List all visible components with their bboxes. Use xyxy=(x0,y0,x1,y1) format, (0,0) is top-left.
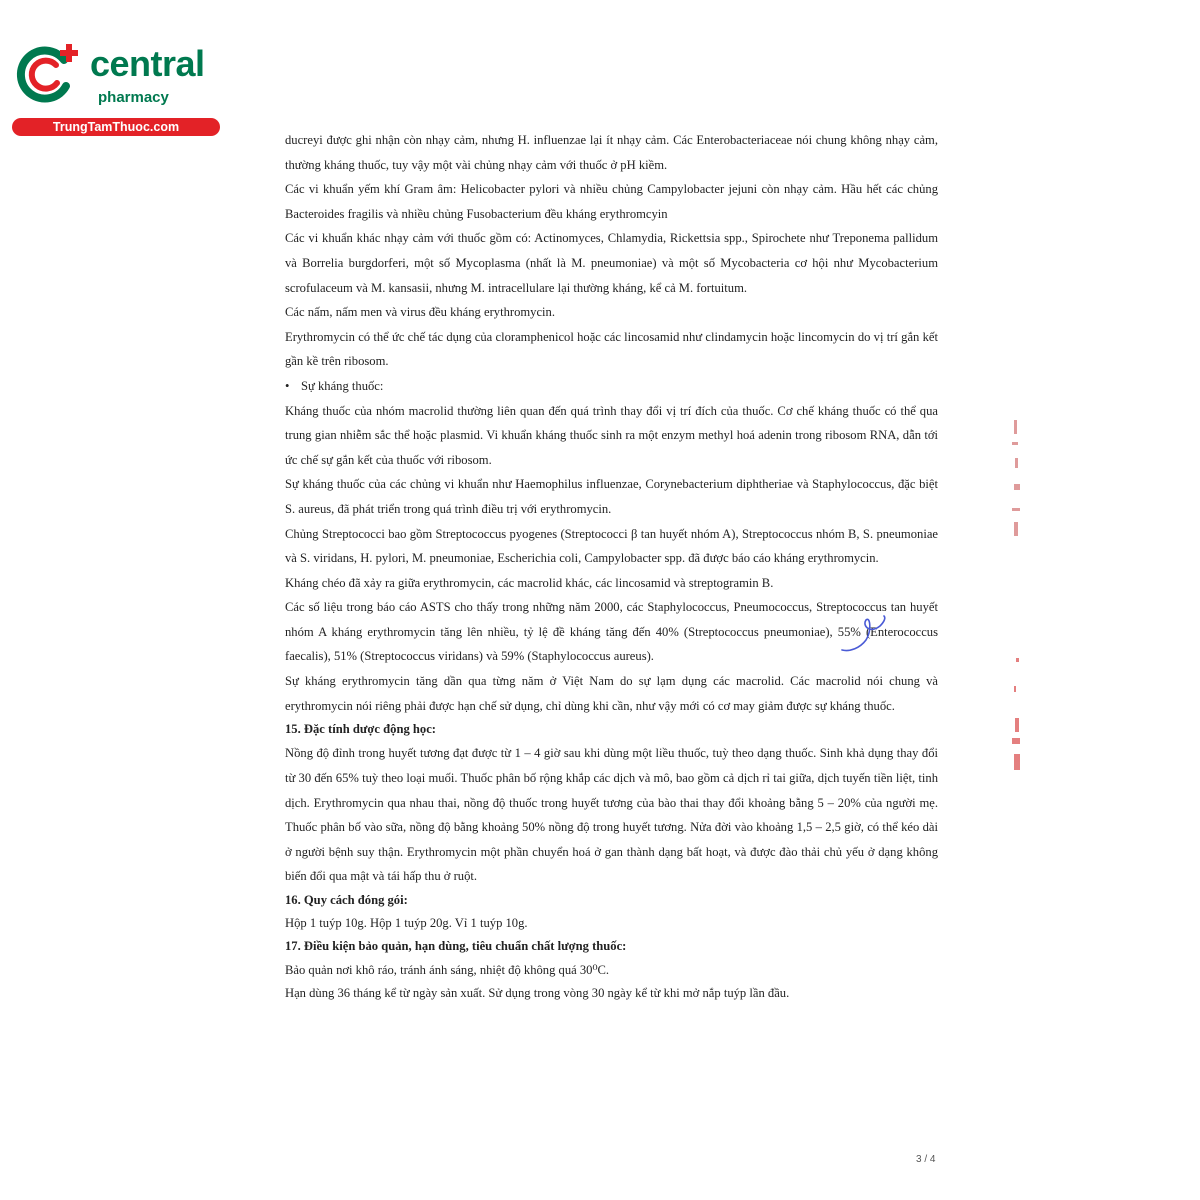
paragraph-anaerobes: Các vi khuẩn yếm khí Gram âm: Helicobacter pylori và nhiều chủng Campylobacter jejuni còn nhạy cảm. Hầu hết các chủng Bacteroides fragilis và nhiều chủng Fusobacterium đều kháng erythromcyin xyxy=(285,182,938,221)
brand-logo xyxy=(10,38,220,138)
brand-name: central xyxy=(90,43,205,84)
paragraph-resistant-strains: Sự kháng thuốc của các chủng vi khuẩn như Haemophilus influenzae, Corynebacterium diphtheriae và Staphylococcus, đặc biệt S. aureus, đã phát triển trong quá trình điều trị với erythromycin. xyxy=(285,477,938,516)
paragraph-ducreyi: ducreyi được ghi nhận còn nhạy cảm, nhưng H. influenzae lại ít nhạy cảm. Các Enterobacteriaceae nói chung không nhạy cảm, thường kháng thuốc, tuy vậy một vài chủng nhạy cảm với thuốc ở pH kiềm. xyxy=(285,133,938,172)
brand-url-badge[interactable]: TrungTamThuoc.com xyxy=(12,118,220,136)
document-body xyxy=(285,128,938,1005)
paragraph-storage: Bảo quản nơi khô ráo, tránh ánh sáng, nhiệt độ không quá 30⁰C. xyxy=(285,962,610,977)
paragraph-shelf-life: Hạn dùng 36 tháng kể từ ngày sản xuất. Sử dụng trong vòng 30 ngày kể từ khi mở nắp tuýp lần đầu. xyxy=(285,985,790,1000)
paragraph-fungi: Các nấm, nấm men và virus đều kháng erythromycin. xyxy=(285,305,555,320)
paragraph-packaging: Hộp 1 tuýp 10g. Hộp 1 tuýp 20g. Vỉ 1 tuýp 10g. xyxy=(285,916,528,931)
paragraph-resistance-mechanism: Kháng thuốc của nhóm macrolid thường liên quan đến quá trình thay đổi vị trí đích của thuốc. Cơ chế kháng thuốc có thể qua trung gian nhiễm sắc thể hoặc plasmid. Vi khuẩn kháng thuốc sinh ra một enzym methyl hoá adenin trong ribosom RNA, dẫn tới ức chế sự gắn kết của thuốc với ribosom. xyxy=(285,403,938,467)
paragraph-asts-data: Các số liệu trong báo cáo ASTS cho thấy trong những năm 2000, các Staphylococcus, Pneumococcus, Streptococcus tan huyết nhóm A kháng erythromycin tăng lên nhiều, tỷ lệ đề kháng tăng đến 40% (Streptococcus pneumoniae), 55% (Enterococcus faecalis), 51% (Streptococcus viridans) và 59% (Staphylococcus aureus). xyxy=(285,600,938,664)
handwritten-signature-mark xyxy=(836,612,892,658)
paragraph-cross-resistance: Kháng chéo đã xảy ra giữa erythromycin, các macrolid khác, các lincosamid và streptogramin B. xyxy=(285,575,774,590)
brand-subtitle: pharmacy xyxy=(98,89,169,106)
paragraph-other-bacteria: Các vi khuẩn khác nhạy cảm với thuốc gồm có: Actinomyces, Chlamydia, Rickettsia spp., Spirochete như Treponema pallidum và Borrelia burgdorferi, một số Mycoplasma (nhất là M. pneumoniae) và một số Mycobacteria cơ hội như Mycobacterium scrofulaceum và M. kansasii, nhưng M. intracellulare lại thường kháng, kể cả M. fortuitum. xyxy=(285,231,938,295)
page-number: 3 / 4 xyxy=(916,1154,936,1165)
side-stamp-marks xyxy=(1002,418,1032,778)
paragraph-pharmacokinetics: Nồng độ đỉnh trong huyết tương đạt được từ 1 – 4 giờ sau khi dùng một liều thuốc, tuỳ theo dạng thuốc. Sinh khả dụng thay đổi từ 30 đến 65% tuỳ theo loại muối. Thuốc phân bố rộng khắp các dịch và mô, bao gồm cả dịch rỉ tai giữa, dịch tuyến tiền liệt, tinh dịch. Erythromycin qua nhau thai, nồng độ thuốc trong huyết tương của bào thai thay đổi khoảng bằng 5 – 20% của người mẹ. Thuốc phân bố vào sữa, nồng độ bằng khoảng 50% nồng độ trong huyết tương. Nửa đời vào khoảng 1,5 – 2,5 giờ, có thể kéo dài ở người bệnh suy thận. Erythromycin một phần chuyển hoá ở gan thành dạng bất hoạt, và được đào thải chủ yếu ở dạng không biến đổi qua mật và tái hấp thu ở ruột. xyxy=(285,746,938,884)
paragraph-vietnam-resistance: Sự kháng erythromycin tăng dần qua từng năm ở Việt Nam do sự lạm dụng các macrolid. Các macrolid nói chung và erythromycin nói riêng phải được hạn chế sử dụng, chỉ dùng khi cần, như vậy mới có cơ may giảm được sự kháng thuốc. xyxy=(285,674,938,713)
heading-packaging: 16. Quy cách đóng gói: xyxy=(285,893,408,908)
paragraph-streptococci: Chủng Streptococci bao gồm Streptococcus pyogenes (Streptococci β tan huyết nhóm A), Streptococcus nhóm B, S. pneumoniae và S. viridans, H. pylori, M. pneumoniae, Escherichia coli, Campylobacter spp. đã được báo cáo kháng erythromycin. xyxy=(285,526,938,566)
paragraph-interactions: Erythromycin có thể ức chế tác dụng của cloramphenicol hoặc các lincosamid như clindamycin hoặc lincomycin do vị trí gắn kết gần kề trên ribosom. xyxy=(285,329,938,369)
heading-storage: 17. Điều kiện bảo quản, hạn dùng, tiêu chuẩn chất lượng thuốc: xyxy=(285,939,627,954)
bullet-resistance: • Sự kháng thuốc: xyxy=(285,374,938,399)
central-pharmacy-logo-icon xyxy=(10,38,82,110)
heading-pharmacokinetics: 15. Đặc tính dược động học: xyxy=(285,722,436,737)
